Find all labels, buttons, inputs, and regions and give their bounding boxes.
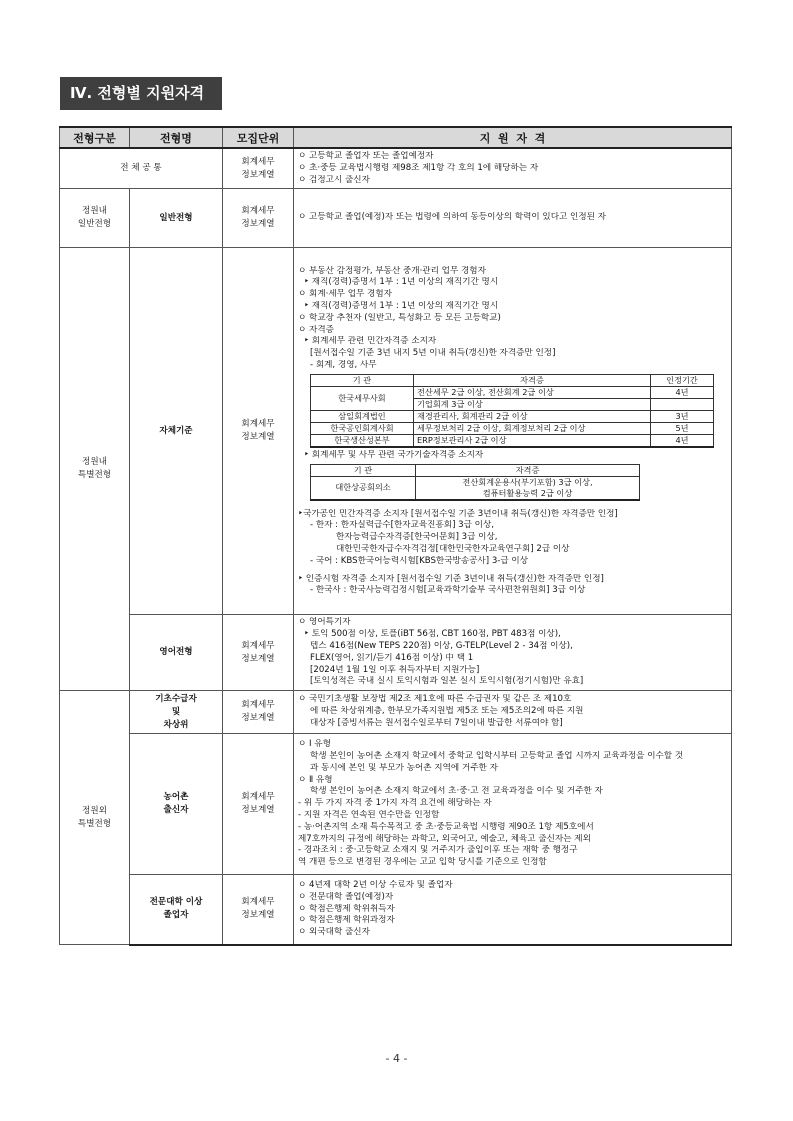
qual-line: ㅇ Ⅰ 유형 [298,739,331,750]
unit-line: 회계세무 [241,156,275,167]
qual-line: ㅇ 학점은행제 학위취득자 [298,903,395,914]
qual-line: ㅇ 초·중등 교육법시행령 제98조 제1항 각 호의 1에 해당하는 자 [298,162,539,173]
college-graduate-qualification [294,875,732,945]
national-cert-table [310,464,640,501]
inner-org: 한국생산성본부 [311,434,414,447]
qual-line: - 위 두 가지 자격 중 1가지 자격 요건에 해당하는 자 [298,798,492,809]
qual-line: ㅇ 자격증 [298,324,334,335]
category-line: 정원외 [82,805,107,816]
qual-line: ㅇ 외국대학 출신자 [298,927,370,938]
name-line: 차상위 [163,719,189,730]
category-line: 정원내 [82,457,107,468]
qual-line: - 경과조치 : 중·고등학교 소재지 및 거주지가 출입이후 또는 재학 중 행정구 [298,845,578,856]
self-criteria-qualification [294,248,732,615]
unit-cell [223,248,294,615]
qual-line: 역 개편 등으로 변경된 경우에는 고교 입학 당시를 기준으로 인정함 [298,857,547,868]
qual-line: - 한국사 : 한국사능력검정시험[교육과학기술부 국사편찬위원회] 3급 이상 [310,585,586,596]
inner-header-row [311,464,640,476]
english-qualification [294,615,732,691]
header-name: 전형명 [130,127,223,148]
qual-line: ㅇ 고등학교 졸업(예정)자 또는 법령에 의하여 동등이상의 학력이 있다고 인정된 자 [298,212,606,223]
english-name: 영어전형 [130,615,223,691]
header-unit: 모집단위 [223,127,294,148]
qual-line: [2024년 1월 1일 이후 취득자부터 지원가능] [310,664,480,675]
row-self-criteria [60,248,732,615]
unit-cell [223,148,294,189]
unit-line: 정보계열 [241,169,275,180]
qual-line: 과 동시에 본인 및 부모가 농어촌 지역에 거주한 자 [310,762,498,773]
basic-livelihood-qualification [294,691,732,734]
qual-line: 에 따른 차상위계층, 한부모가족지원법 제5조 또는 제5조의2에 따른 지원 [310,706,584,717]
table-header-row [60,127,732,148]
cert-line: 전산회계운용사(부기포함) 3급 이상, [462,476,593,487]
qual-line: ㅇ 4년제 대학 2년 이상 수료자 및 졸업자 [298,879,453,890]
inner-org: 대한상공회의소 [311,476,416,500]
unit-cell [223,875,294,945]
unit-line: 회계세무 [241,700,275,711]
qual-line: [토익성적은 국내 실시 토익시험과 일본 실시 토익시험(정기시험)만 유효] [310,676,584,687]
unit-line: 정보계열 [241,805,275,816]
qual-line: - 한자 : 한자실력급수[한자교육진흥회] 3급 이상, [310,520,494,531]
unit-cell [223,691,294,734]
college-graduate-name [130,875,223,945]
qual-line: FLEX(영어, 읽기/듣기 416점 이상) 中 택 1 [310,652,474,663]
name-line: 기초수급자 [155,693,197,704]
qual-line: - 지원 자격은 연속된 연수만을 인정함 [298,810,440,821]
inner-period [651,398,714,410]
inner-row [311,422,714,434]
inner-period: 3년 [651,410,714,422]
row-english [60,615,732,691]
inner-org: 한국공인회계사회 [311,422,414,434]
qual-line: 대한민국한자급수자격검정[대한민국한자교육연구회] 2급 이상 [336,543,570,554]
cert-line: 컴퓨터활용능력 2급 이상 [482,487,573,498]
inner-cert [416,476,640,500]
row-general [60,189,732,248]
qual-line: 텝스 416점(New TEPS 220점) 이상, G-TELP(Level 2 - 34점 이상), [310,640,573,651]
unit-line: 정보계열 [241,910,275,921]
qual-line: ‣ 토익 500점 이상, 토플(iBT 56점, CBT 160점, PBT 483점 이상), [304,629,561,640]
inner-cert: ERP정보관리사 2급 이상 [414,434,651,447]
basic-livelihood-name [130,691,223,734]
name-line: 및 [171,706,181,717]
unit-cell [223,734,294,875]
qual-line: ㅇ 고등학교 졸업자 또는 졸업예정자 [298,151,434,161]
qual-line: ㅇ 학점은행제 학위과정자 [298,915,395,926]
rural-qualification [294,734,732,875]
inner-period: 4년 [651,434,714,447]
unit-line: 정보계열 [241,432,275,443]
unit-line: 정보계열 [241,653,275,664]
general-name: 일반전형 [130,189,223,248]
qual-line: - 국어 : KBS한국어능력시험[KBS한국방송공사] 3-급 이상 [310,555,529,566]
qual-line: [원서접수일 기준 3년 내지 5년 이내 취득(갱신)한 자격증만 인정] [310,348,556,359]
unit-line: 회계세무 [241,419,275,430]
row-college-graduate [60,875,732,945]
unit-cell [223,189,294,248]
inner-row [311,386,714,398]
inner-cert: 재경관리사, 회계관리 2급 이상 [414,410,651,422]
general-category [60,189,130,248]
inner-row [311,410,714,422]
qual-line: 제7호까지의 규정에 해당하는 과학고, 외국어고, 예술고, 체육고 출신자는 제외 [298,833,591,844]
special-out-category [60,691,130,945]
qual-line: ‣ 재직(경력)증명서 1부 : 1년 이상의 재직기간 명시 [304,277,499,288]
inner-period: 5년 [651,422,714,434]
qual-line: 학생 본인이 농어촌 소재지 학교에서 초·중·고 전 교육과정을 이수 및 거주한 자 [310,786,603,797]
category-line: 정원내 [82,206,107,217]
section-title: Ⅳ. 전형별 지원자격 [60,77,222,110]
inner-cert: 전산세무 2급 이상, 전산회계 2급 이상 [414,386,651,398]
name-line: 출신자 [163,805,189,816]
qual-line: ㅇ 전문대학 졸업(예정)자 [298,891,394,902]
header-category: 전형구분 [60,127,130,148]
self-criteria-name: 자체기준 [130,248,223,615]
row-rural [60,734,732,875]
category-line: 특별전형 [77,818,112,829]
inner-header-row [311,374,714,386]
qual-line: ㅇ 학교장 추천자 (일반고, 특성화고 등 모든 고등학교) [298,312,501,323]
common-category: 전 체 공 통 [60,148,223,189]
inner-row [311,476,640,500]
qual-line: ㅇ Ⅱ 유형 [298,774,333,785]
qual-line: ‣ 재직(경력)증명서 1부 : 1년 이상의 재직기간 명시 [304,301,499,311]
rural-name [130,734,223,875]
row-common [60,148,732,189]
qual-line: ‣ 회계세무 관련 민간자격증 소지자 [304,336,437,347]
inner-header: 인정기간 [651,374,714,386]
inner-cert: 기업회계 3급 이상 [414,398,651,410]
unit-line: 정보계열 [241,713,275,724]
inner-cert: 세무정보처리 2급 이상, 회계정보처리 2급 이상 [414,422,651,434]
inner-header: 기 관 [311,374,414,386]
qual-line: 대상자 [증빙서류는 원서접수일로부터 7일이내 발급한 서류여야 함] [310,718,563,729]
page-number: - 4 - [385,1052,408,1065]
private-cert-table [310,374,714,448]
qual-line: ‣ 인증시험 자격증 소지자 [원서접수일 기준 3년이내 취득(갱신)한 자격증만 인정] [298,573,604,584]
inner-header: 기 관 [311,464,416,476]
qual-line: ㅇ 영어특기자 [298,617,351,628]
inner-header: 자격증 [414,374,651,386]
qual-line: ‣국가공인 민간자격증 소지자 [원서접수일 기준 3년이내 취득(갱신)한 자격증만 인정] [298,508,618,519]
unit-line: 회계세무 [241,640,275,651]
category-line: 특별전형 [77,470,112,481]
unit-line: 회계세무 [241,897,275,908]
special-in-category [60,248,130,691]
header-qualification: 지 원 자 격 [294,127,732,148]
qual-line: ㅇ 검정고시 출신자 [298,174,370,185]
name-line: 졸업자 [163,910,189,921]
qual-line: 학생 본인이 농어촌 소재지 학교에서 중학교 입학시부터 고등학교 졸업 시까지 교육과정을 이수할 것 [310,751,684,762]
unit-line: 정보계열 [241,219,275,230]
qual-line: - 회계, 경영, 사무 [310,359,377,370]
inner-row [311,434,714,447]
unit-line: 회계세무 [241,206,275,217]
name-line: 전문대학 이상 [149,897,203,908]
row-basic-livelihood [60,691,732,734]
name-line: 농어촌 [163,792,189,803]
qual-line: ㅇ 국민기초생활 보장법 제2조 제1호에 따른 수급권자 및 같은 조 제10호 [298,694,572,705]
general-qualification [294,189,732,248]
unit-line: 회계세무 [241,792,275,803]
qual-line: ㅇ 회계·세무 업무 경험자 [298,289,392,300]
inner-org: 삼일회계법인 [311,410,414,422]
eligibility-table [59,126,732,946]
qual-line: 한자능력급수자격증[한국어문회] 3급 이상, [336,532,498,543]
qual-line: - 농·어촌지역 소재 특수목적고 중 초·중등교육법 시행령 제90조 1항 제5호에서 [298,821,594,832]
common-qualification [294,148,732,189]
qual-line: ㅇ 부동산 감정평가, 부동산 중개·관리 업무 경험자 [298,265,486,276]
inner-period: 4년 [651,386,714,398]
inner-org: 한국세무사회 [311,386,414,410]
category-line: 일반전형 [77,219,112,230]
inner-header: 자격증 [416,464,640,476]
qual-line: ‣ 회계세무 및 사무 관련 국가기술자격증 소지자 [304,449,484,460]
unit-cell [223,615,294,691]
